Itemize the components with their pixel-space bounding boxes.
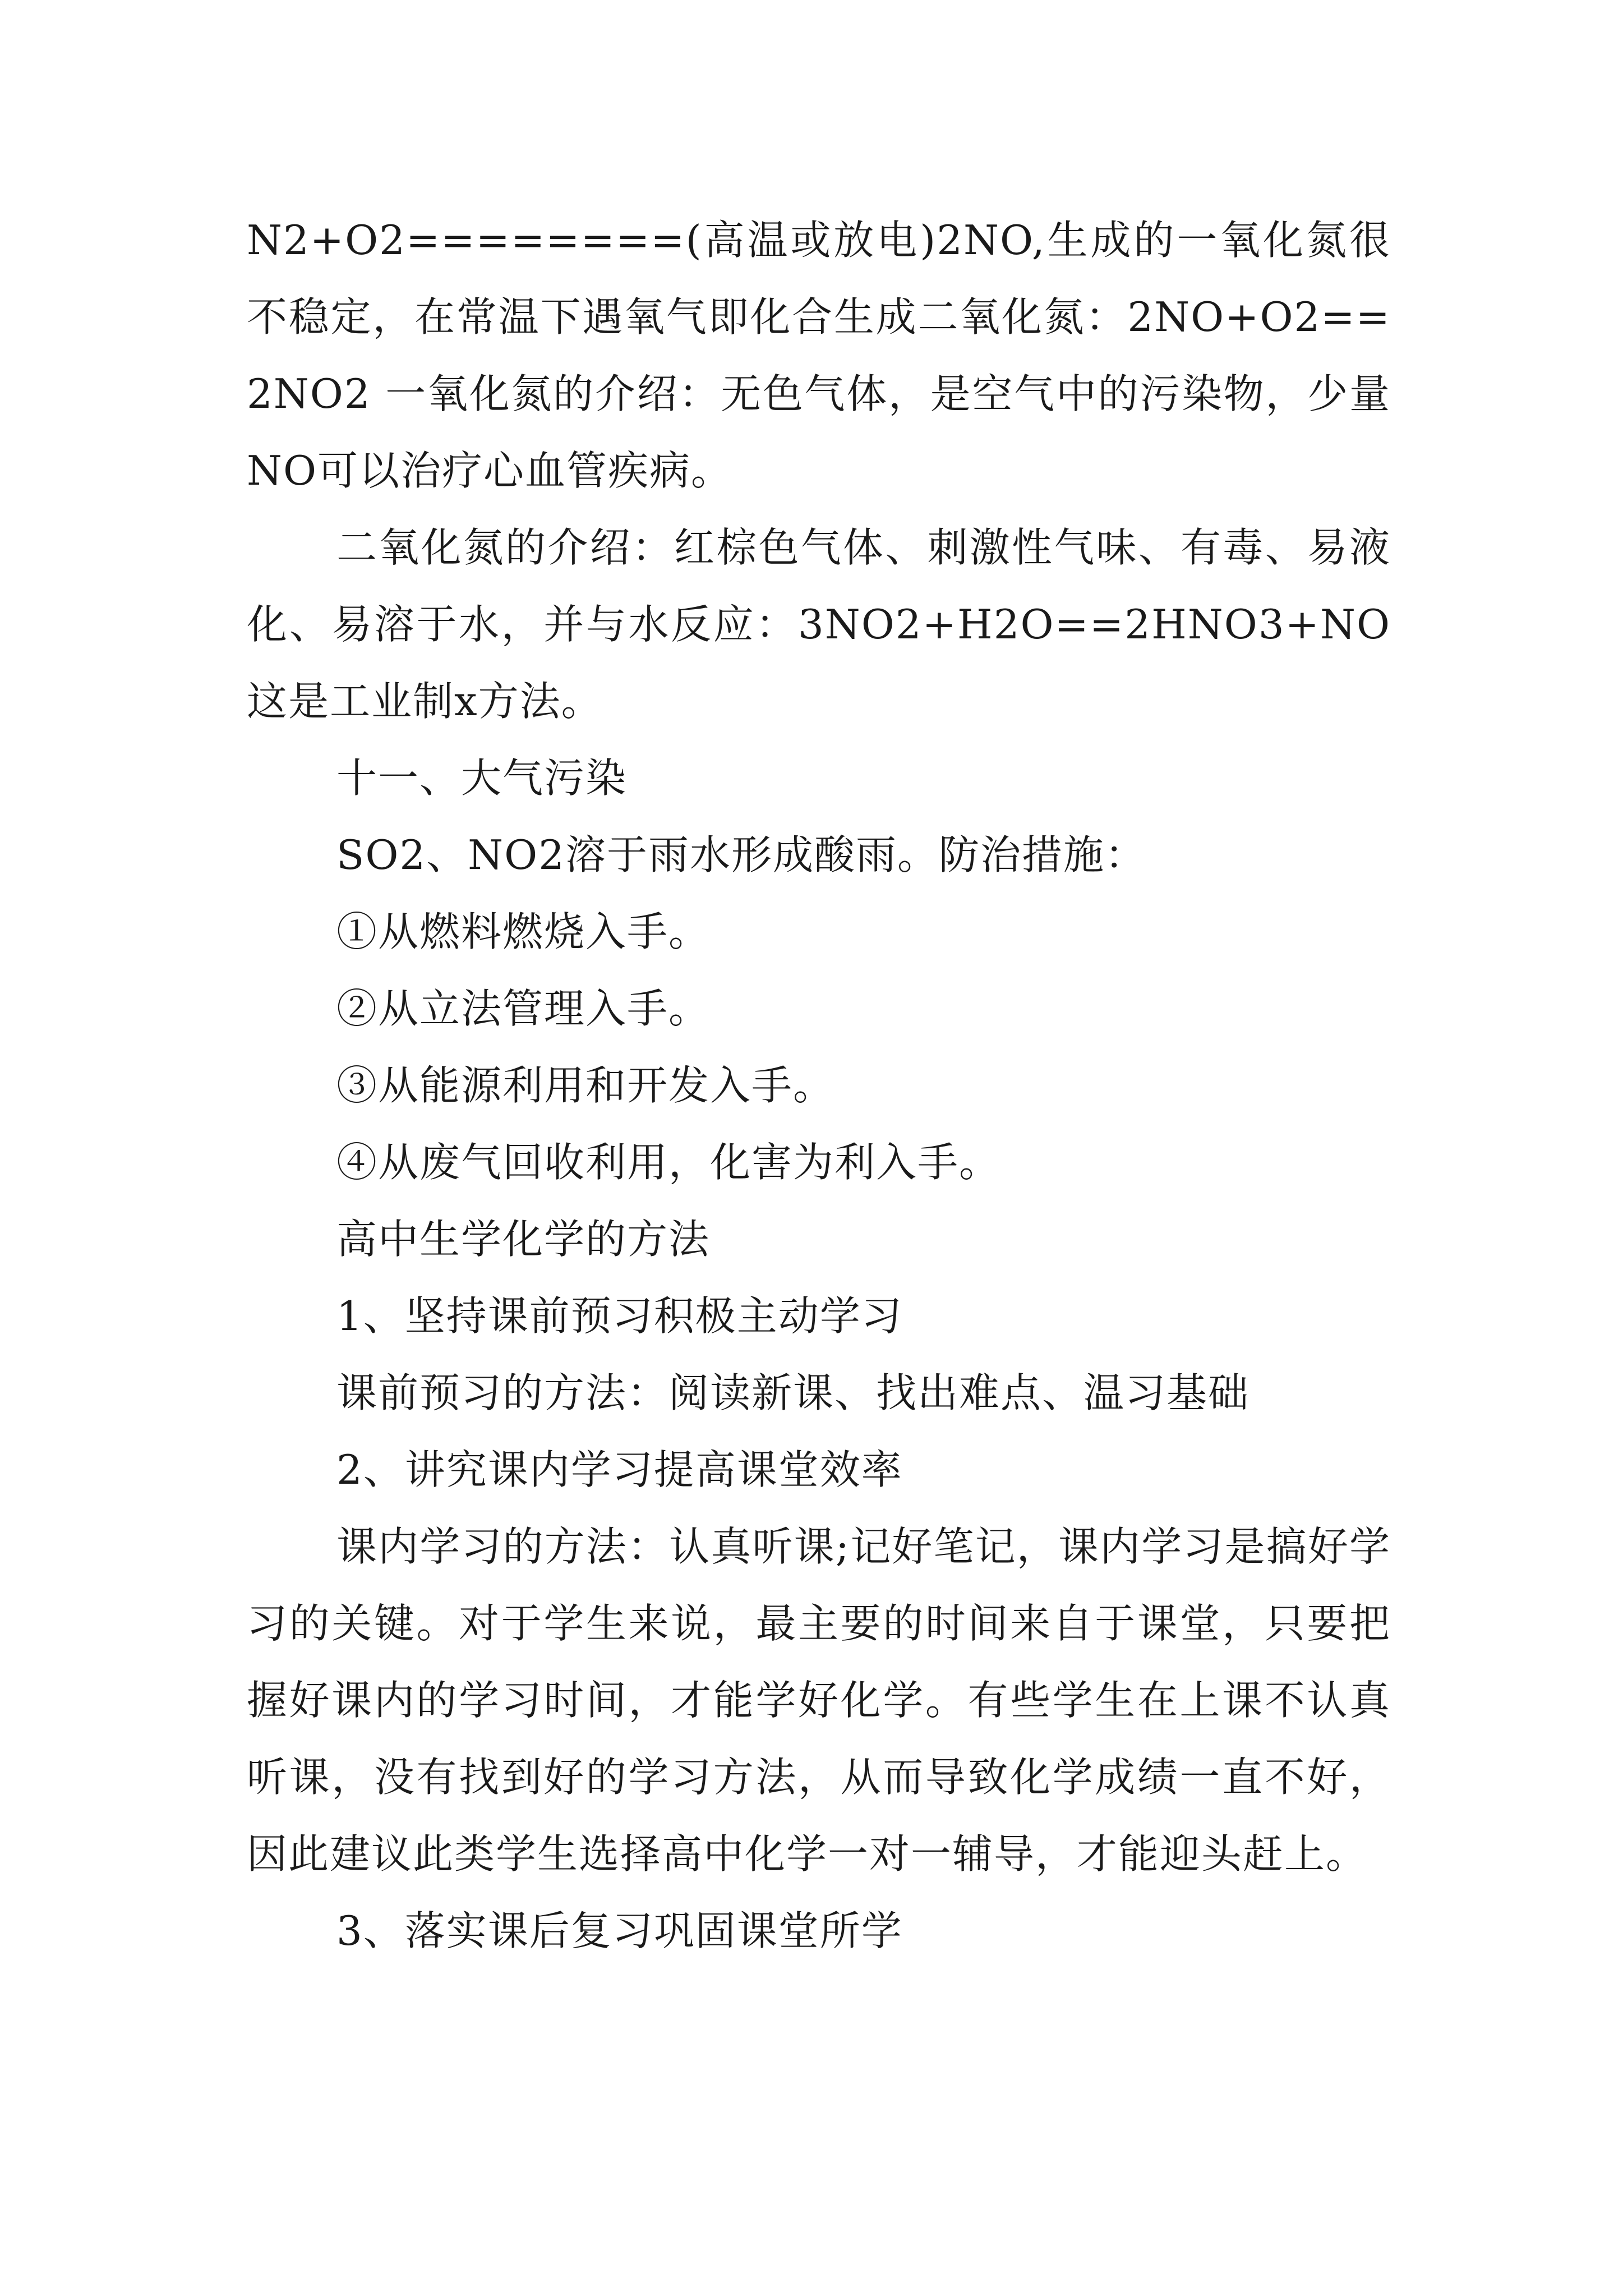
list-item-measure-2: ②从立法管理入手。: [336, 985, 711, 1032]
list-item-measure-1: ①从燃料燃烧入手。: [336, 908, 711, 955]
paragraph-preview-method: 课前预习的方法：阅读新课、找出难点、温习基础: [336, 1369, 1250, 1416]
subheading-preview: 1、坚持课前预习积极主动学习: [336, 1292, 903, 1340]
paragraph-no-reaction: N2+O2========(高温或放电)2NO,生成的一氧化氮很不稳定，在常温下遇氧气即化合生成二氧化氮：2NO+O2==2NO2 一氧化氮的介绍：无色气体，是空气中的污染物，少量NO可以治疗心血管疾病。: [247, 217, 1391, 494]
paragraph-acid-rain: SO2、NO2溶于雨水形成酸雨。防治措施：: [336, 831, 1146, 878]
list-item-measure-3: ③从能源利用和开发入手。: [336, 1062, 835, 1109]
list-item-measure-4: ④从废气回收利用，化害为利入手。: [336, 1139, 1001, 1186]
subheading-review: 3、落实课后复习巩固课堂所学: [336, 1907, 903, 1954]
section-heading-air-pollution: 十一、大气污染: [336, 754, 628, 802]
paragraph-no2-intro: 二氧化氮的介绍：红棕色气体、刺激性气味、有毒、易液化、易溶于水，并与水反应：3NO2+H2O==2HNO3+NO 这是工业制x方法。: [247, 524, 1391, 725]
document-body: [247, 202, 1391, 1970]
section-heading-study-methods: 高中生学化学的方法: [336, 1216, 711, 1263]
subheading-in-class: 2、讲究课内学习提高课堂效率: [336, 1446, 903, 1493]
paragraph-in-class-method: 课内学习的方法：认真听课;记好笔记，课内学习是搞好学习的关键。对于学生来说，最主要的时间来自于课堂，只要把握好课内的学习时间，才能学好化学。有些学生在上课不认真听课，没有找到好的学习方法，从而导致化学成绩一直不好，因此建议此类学生选择高中化学一对一辅导，才能迎头赶上。: [247, 1523, 1391, 1878]
